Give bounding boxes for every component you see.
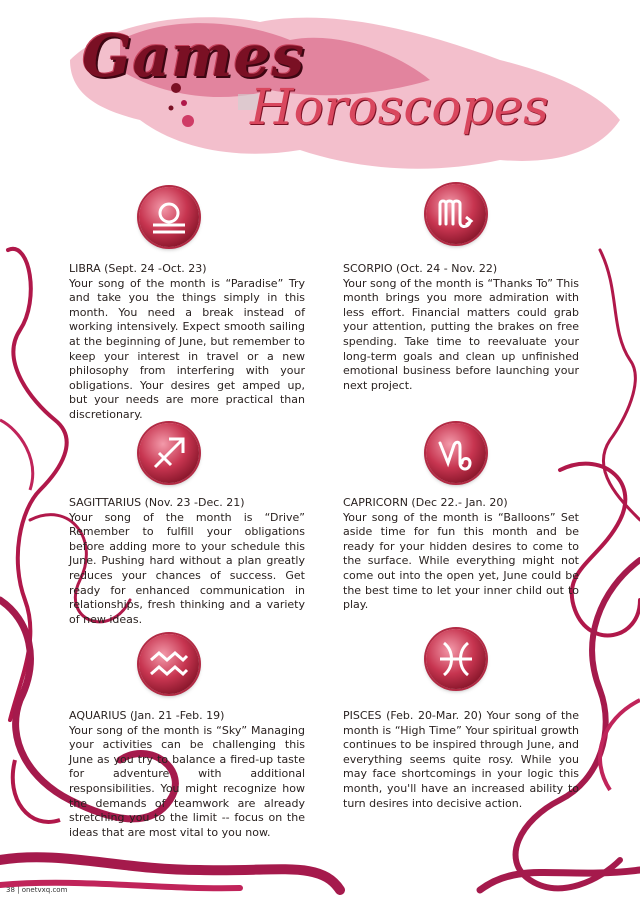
aquarius-text: Your song of the month is “Sky” Managing your activities can be challenging this June as you try to balance a fired-up taste for adventure with additional responsibilities. You might recognize how the demands of teamwork are already stretching you to the limit -- focus on the ideas that are most vital to you now. — [69, 723, 305, 839]
capricorn-heading: CAPRICORN (Dec 22.- Jan. 20) — [343, 496, 508, 509]
libra-entry — [69, 262, 305, 423]
libra-icon — [139, 187, 199, 247]
sagittarius-heading: SAGITTARIUS (Nov. 23 -Dec. 21) — [69, 496, 245, 509]
title-horoscopes: Horoscopes — [250, 78, 549, 136]
scorpio-entry — [343, 262, 579, 393]
title-games: Games — [82, 22, 306, 90]
pisces-heading: PISCES (Feb. 20-Mar. 20) — [343, 709, 487, 722]
pisces-entry — [343, 709, 579, 811]
libra-heading: LIBRA (Sept. 24 -Oct. 23) — [69, 262, 207, 275]
aquarius-entry — [69, 709, 305, 840]
sagittarius-entry — [69, 496, 305, 627]
scorpio-heading: SCORPIO (Oct. 24 - Nov. 22) — [343, 262, 498, 275]
aquarius-heading: AQUARIUS (Jan. 21 -Feb. 19) — [69, 709, 225, 722]
scorpio-icon — [426, 184, 486, 244]
sagittarius-icon — [139, 423, 199, 483]
capricorn-icon — [426, 423, 486, 483]
capricorn-text: Your song of the month is “Balloons” Set aside time for fun this month and be ready for your hidden desires to come to the surface. While everything might not come out into the open yet, June could be the best time to let your inner child out to play. — [343, 510, 579, 612]
sagittarius-text: Your song of the month is “Drive” Remember to fulfill your obligations before adding more to your schedule this June. Pushing hard without a plan greatly reduces your chances of success. Get ready for enhanced communication in relationships, fresh thinking and a variety of new ideas. — [69, 510, 305, 626]
aquarius-icon — [139, 634, 199, 694]
pisces-icon — [426, 629, 486, 689]
page-footer: 38 | onetvxq.com — [6, 886, 68, 894]
libra-text: Your song of the month is “Paradise” Try and take you the things simply in this month. You need a break instead of working intensively. Expect smooth sailing at the beginning of June, but remember to keep your interest in travel or a new philosophy from interfering with your obligations. Your desires get amped up, but your needs are more practical than discretionary. — [69, 276, 305, 421]
capricorn-entry — [343, 496, 579, 613]
scorpio-text: Your song of the month is “Thanks To” This month brings you more admiration with less effort. Financial matters could grab your attention, putting the brakes on free spending. Take time to reevaluate your long-term goals and clean up unfinished emotional business before launching your next project. — [343, 276, 579, 392]
pisces-text: Your song of the month is “High Time” Your spiritual growth continues to be inspired through June, and everything seems quite rosy. While you may face shortcomings in your logic this month, you'll have an increased ability to turn desires into decisive action. — [343, 709, 579, 810]
